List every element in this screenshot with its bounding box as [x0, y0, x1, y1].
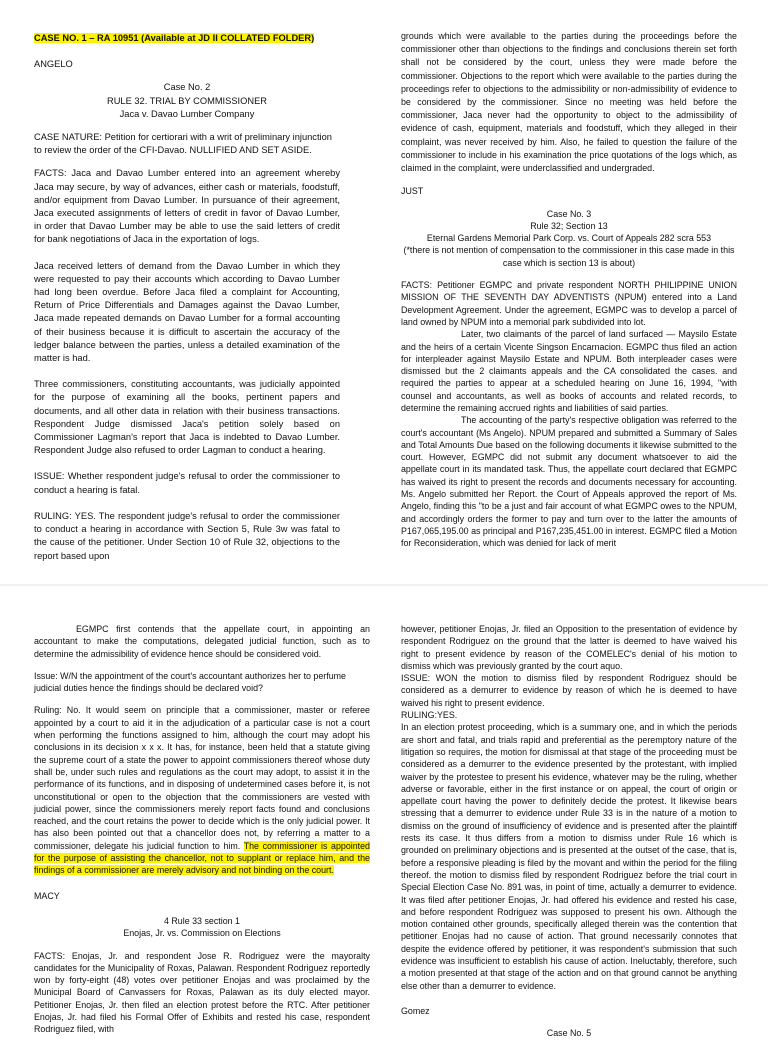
case-nature: CASE NATURE: Petition for certiorari with a writ of preliminary injunction to review the order of the CFI-Davao. NULLIFIED AND SET ASIDE. — [34, 132, 332, 156]
issue-paragraph: ISSUE: WON the motion to dismiss filed by respondent Rodriguez should be considered as a demurrer to evidence by reason of which he is deemed to have waived his right to present evidence. — [401, 673, 737, 708]
case1-heading: CASE NO. 1 – RA 10951 (Available at JD II COLLATED FOLDER) — [34, 33, 315, 43]
page-top-left — [34, 30, 340, 578]
facts-paragraph: FACTS: Jaca and Davao Lumber entered into an agreement whereby Jaca may secure, by way of advances, either cash or materials, foodstuff, and/or equipment from Davao Lumber. In pursuance of their agreement, Jaca executed assignments of letters of credit in favor of Davao Lumber, in order that Davao Lumber may be able to use the said letters of credit for bank negotiations of Jaca in the exportation of logs. — [34, 168, 340, 245]
contention-paragraph: EGMPC first contends that the appellate court, in appointing an accountant to make the computations, delegated judicial function, such as to determine the admissibility of evidence hence should be considered void. — [34, 624, 370, 659]
issue-paragraph: ISSUE: Whether respondent judge's refusal to order the commissioner to conduct a hearing is fatal. — [34, 471, 340, 495]
author-name: ANGELO — [34, 59, 73, 70]
case-note: (*there is not mention of compensation to the commissioner in this case made in this case which is section 13 is about) — [403, 245, 735, 268]
ruling-paragraph: In an election protest proceeding, which is a summary one, and in which the periods are short and fatal, and trials rapid and preferential as the peremptory nature of the litigation so requires, the motion for dismissal at that stage of the proceeding must be considered as a demurrer to the evidence presented by the protestant, with implied waiver by the protestee to present his evidence, whatever may be the ruling, whether adverse or favorable, either in the first instance or on appeal, the court of origin or appellate court having the power to definitely decide the protest. It likewise bears stressing that a demurrer to evidence under Rule 33 is in the nature of a motion to dismiss on the ground of insufficiency of evidence and is presented after the plaintiff rests its case. It thus differs from a motion to dismiss under Rule 16 which is grounded on preliminary objections and is presented at the outset of the case, that is, before a responsive pleading is filed by the movant and within the period for the filing thereof. the motion to dismiss filed by respondent Rodriguez before the trial court in Special Election Case No. 891 was, in point of time, actually a demurrer to evidence. It was filed after petitioner Enojas, Jr. had offered his evidence and rested his case, and before respondent Rodriguez was supposed to present his own. Although the motion contained other grounds, specifically alleged therein was the contention that petitioner Enojas had no cause of action. That ground necessarily connotes that despite the evidence offered by petitioner, it was respondent's submission that such evidence was insufficient to establish his cause of action. Ineluctably, therefore, such a motion presented at that stage of the action and on that ground cannot be anything else other than a demurrer to evidence. — [401, 722, 737, 991]
page-bottom-right — [401, 623, 737, 1039]
author-name: JUST — [401, 186, 424, 197]
highlighted-text: The commissioner is appointed for the purpose of assisting the chancellor, not to supplant or replace him, and the findings of a commissioner are merely advisory and not binding on the court. — [34, 840, 370, 876]
ruling-paragraph — [34, 704, 370, 876]
issue-paragraph: Issue: W/N the appointment of the court's accountant authorizes her to perfume judicial duties hence the findings should be declared void? — [34, 670, 346, 694]
case-number: Case No. 2 — [163, 82, 211, 93]
case-rule: 4 Rule 33 section 1 — [164, 915, 240, 926]
case-rule: Rule 32; Section 13 — [530, 220, 608, 231]
page-top-right — [401, 30, 737, 578]
opposition-paragraph: however, petitioner Enojas, Jr. filed an Opposition to the presentation of evidence by respondent Rodriguez on the ground that the latter is deemed to have waived his right to present evidence by reason of the COMELEC's denial of his motion to dismiss which was previously granted by the court aquo. — [401, 624, 737, 671]
case-title: Enojas, Jr. vs. Commission on Elections — [123, 928, 281, 939]
case-number: Case No. 3 — [546, 208, 592, 219]
page-bottom-left — [34, 623, 370, 1035]
author-name: MACY — [34, 890, 60, 901]
facts-paragraph: Jaca received letters of demand from the Davao Lumber in which they were requested to pay their accounts which according to Davao Lumber had long been overdue. Before Jaca filed a complaint for Accounting, Return of Price Differentials and Damages against the Davao Lumber, Jaca made repeated demands on Davao Lumber for a formal accounting of their business because it is difficult to ascertain the accuracy of the ledger balance between the parties, unless a detailed examination of the matter is had. — [34, 260, 340, 364]
facts-paragraph: Later, two claimants of the parcel of land surfaced — Maysilo Estate and the heirs of a certain Vicente Singson Encarnacion. EGMPC thus filed an action for interpleader against Maysilo Estate and NPUM. Both interpleader cases were dismissed but the 2 claimants appeals and the CA consolidated the cases. and required the parties to appear at a scheduled hearing on June 16, 1994, "with counsel and accountants, as well as books of accounts and related records, to determine the remaining accrued rights and liabilities of said parties. — [401, 329, 737, 413]
author-name: Gomez — [401, 1005, 430, 1016]
case-rule: RULE 32. TRIAL BY COMMISSIONER — [107, 95, 267, 106]
facts-paragraph: FACTS: Enojas, Jr. and respondent Jose R. Rodriguez were the mayoralty candidates for the Municipality of Roxas, Palawan. Respondent Rodriguez reportedly won by forty-eight (48) votes over petitioner Enojas and was proclaimed by the Municipal Board of Canvassers for Roxas, Palawan as its duly elected mayor. Petitioner Enojas, Jr. then filed an election protest before the RTC. After petitioner Enojas, Jr. had filed his Formal Offer of Exhibits and rested his case, respondent Rodriguez filed, with — [34, 950, 370, 1035]
facts-paragraph: The accounting of the party's respective obligation was referred to the court's accountant (Ms Angelo). NPUM prepared and submitted a Summary of Sales and Total Amounts Due based on the following documents it likewise submitted to the court. However, EGMPC did not submit any document whatsoever to aid the appellate court in its mandated task. Thus, the appellate court declared that EGMPC has waived its right to present the records and documents necessary for accounting. Ms. Angelo submitted her Report. the Court of Appeals approved the report of Ms. Angelo, finding this "to be a just and fair account of what EGMPC owes to the NPUM, and accordingly orders the former to pay and turn over to the latter the amounts of P167,065,195.00 as principal and P167,235,451.00 in interest. EGMPC filed a Motion for Reconsideration, which was denied for lack of merit — [401, 415, 737, 549]
ruling-label: RULING:YES. — [401, 710, 458, 721]
case-title: Jaca v. Davao Lumber Company — [119, 108, 255, 119]
ruling-continuation: grounds which were available to the parties during the proceedings before the commissioner other than objections to the findings and conclusions therein set forth shall not be considered by the court, unless they were made before the commissioner. Objections to the report which were available to the parties during the proceedings refer to objections to the admissibility or non-admissibility of evidence to be considered by the commissioner. Since no meeting was held before the commissioner, Jaca never had the opportunity to object to the admissibility of evidence of cash, equipment, materials and foodstuff, which they alleged in their complaint, was never received by him. Also, he failed to question the failure of the commissioner to include in his examination the price quotations of the logs which, as claimed in the complaint, were underclassified and undergraded. — [401, 31, 737, 174]
case-number: Case No. 5 — [546, 1028, 592, 1039]
page-divider — [0, 584, 768, 586]
ruling-paragraph: RULING: YES. The respondent judge's refusal to order the commissioner to conduct a hearing in accordance with Section 5, Rule 3w was fatal to the cause of the petitioner. Under Section 10 of Rule 32, objections to the report based upon — [34, 510, 340, 561]
facts-paragraph: FACTS: Petitioner EGMPC and private respondent NORTH PHILIPPINE UNION MISSION OF THE SEVENTH DAY ADVENTISTS (NPUM) entered into a Land Development Agreement. Under the agreement, EGMPC was to develop a parcel of land owned by NPUM into a memorial park subdivided into lot. — [401, 280, 737, 327]
facts-paragraph: Three commissioners, constituting accountants, was judicially appointed for the purpose of examining all the books, pertinent papers and documents, and all other data in relation with their business transactions. Respondent Judge dismissed Jaca's petition solely based on Commissioner Lagman's report that Jaca is indebted to Davao Lumber. Respondent Judge also refused to order Lagman to conduct a hearing. — [34, 379, 340, 456]
ruling-text: Ruling: No. It would seem on principle that a commissioner, master or referee appointed by a court to aid it in the adjudication of a particular case is not a court when performing the functions assigned to him, although the court may adopt his conclusions in its decision x x x. It has, for instance, been held that a statute giving the supreme court of a state the power to appoint commissioners thereof whose duty shall be, under such rules and regulations as the court may adopt, to assist it in the performance of its functions, and in disposing of undetermined cases before it, is not unconstitutional or open to the objection that the commissioners are vested with judicial power, since the commissioners merely report facts found and conclusions reached, and the court retains the power to decide which is the only judicial power. It has also been pointed out that a chancellor does not, by referring a matter to a commissioner, delegate his judicial function to him. — [34, 705, 370, 851]
case-title: Eternal Gardens Memorial Park Corp. vs. Court of Appeals 282 scra 553 — [426, 233, 712, 244]
